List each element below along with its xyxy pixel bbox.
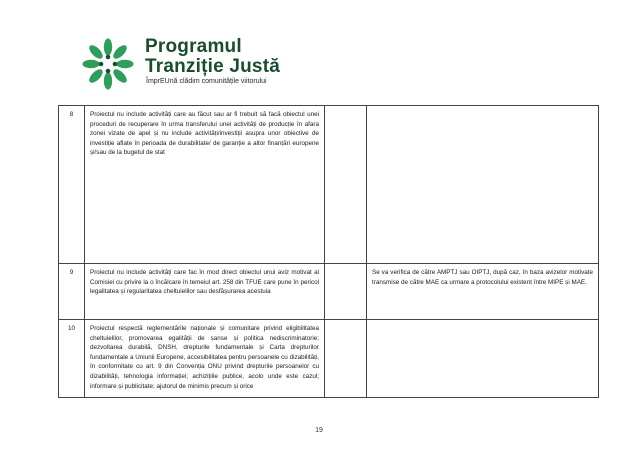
program-title-line1: Programul bbox=[145, 36, 242, 57]
row-number: 8 bbox=[59, 106, 85, 264]
criterion-text-content: Proiectul nu include activități care au făcut sau ar fi trebuit să facă obiectul unei proceduri de recuperare în urma transferului unei activități de producție în afara zonei vizate de apel și nu include activități/investiții asupra unor obiective de investiție aflate în perioada de durabilitate/ de garanție a altor finanțări europene și/sau de la bugetul de stat bbox=[90, 111, 319, 157]
criterion-text bbox=[85, 106, 325, 264]
criterion-text bbox=[85, 320, 325, 398]
program-tagline: ÎmprEUnă clădim comunitățile viitorului bbox=[146, 78, 267, 85]
program-title-line2: Tranziție Justă bbox=[145, 56, 280, 77]
page-number: 19 bbox=[315, 427, 323, 434]
verification-note bbox=[367, 320, 599, 398]
table-row bbox=[59, 320, 599, 398]
program-logo bbox=[78, 34, 398, 94]
criterion-text bbox=[85, 264, 325, 320]
green-leaf-star-icon bbox=[78, 34, 138, 94]
row-number: 9 bbox=[59, 264, 85, 320]
empty-cell bbox=[325, 264, 367, 320]
row-number: 10 bbox=[59, 320, 85, 398]
empty-cell bbox=[325, 106, 367, 264]
verification-note bbox=[367, 106, 599, 264]
criterion-text-content: Proiectul nu include activități care fac în mod direct obiectul unui aviz motivat al Comisiei cu privire la o încălcare în temeiul art. 258 din TFUE care pune în pericol legalitatea și regularitatea cheltuielilor sau desfășurarea acestuia bbox=[90, 269, 319, 296]
empty-cell bbox=[325, 320, 367, 398]
verification-note: Se va verifica de către AMPTJ sau OIPTJ, după caz, în baza avizelor motivate transmise de către MAE ca urmare a protocolului existent între MIPE și MAE. bbox=[367, 264, 599, 320]
table-row bbox=[59, 264, 599, 320]
table-row bbox=[59, 106, 599, 264]
criterion-text-content: Proiectul respectă reglementările naționale și comunitare privind eligibilitatea cheltuielilor, promovarea egalității de șanse și politica nediscriminatorie; dezvoltarea durabilă, DNSH, drepturile fundamentale și Carta drepturilor fundamentale a Uniunii Europene, accesibilitatea pentru persoanele cu dizabilități, în conformitate cu art. 9 din Convenția ONU privind drepturile persoanelor cu dizabilități, tehnologia informației; achizițiile publice, acolo unde este cazul; informare și publicitate; ajutorul de minimis precum și orice bbox=[90, 325, 319, 390]
criteria-table bbox=[58, 105, 599, 398]
